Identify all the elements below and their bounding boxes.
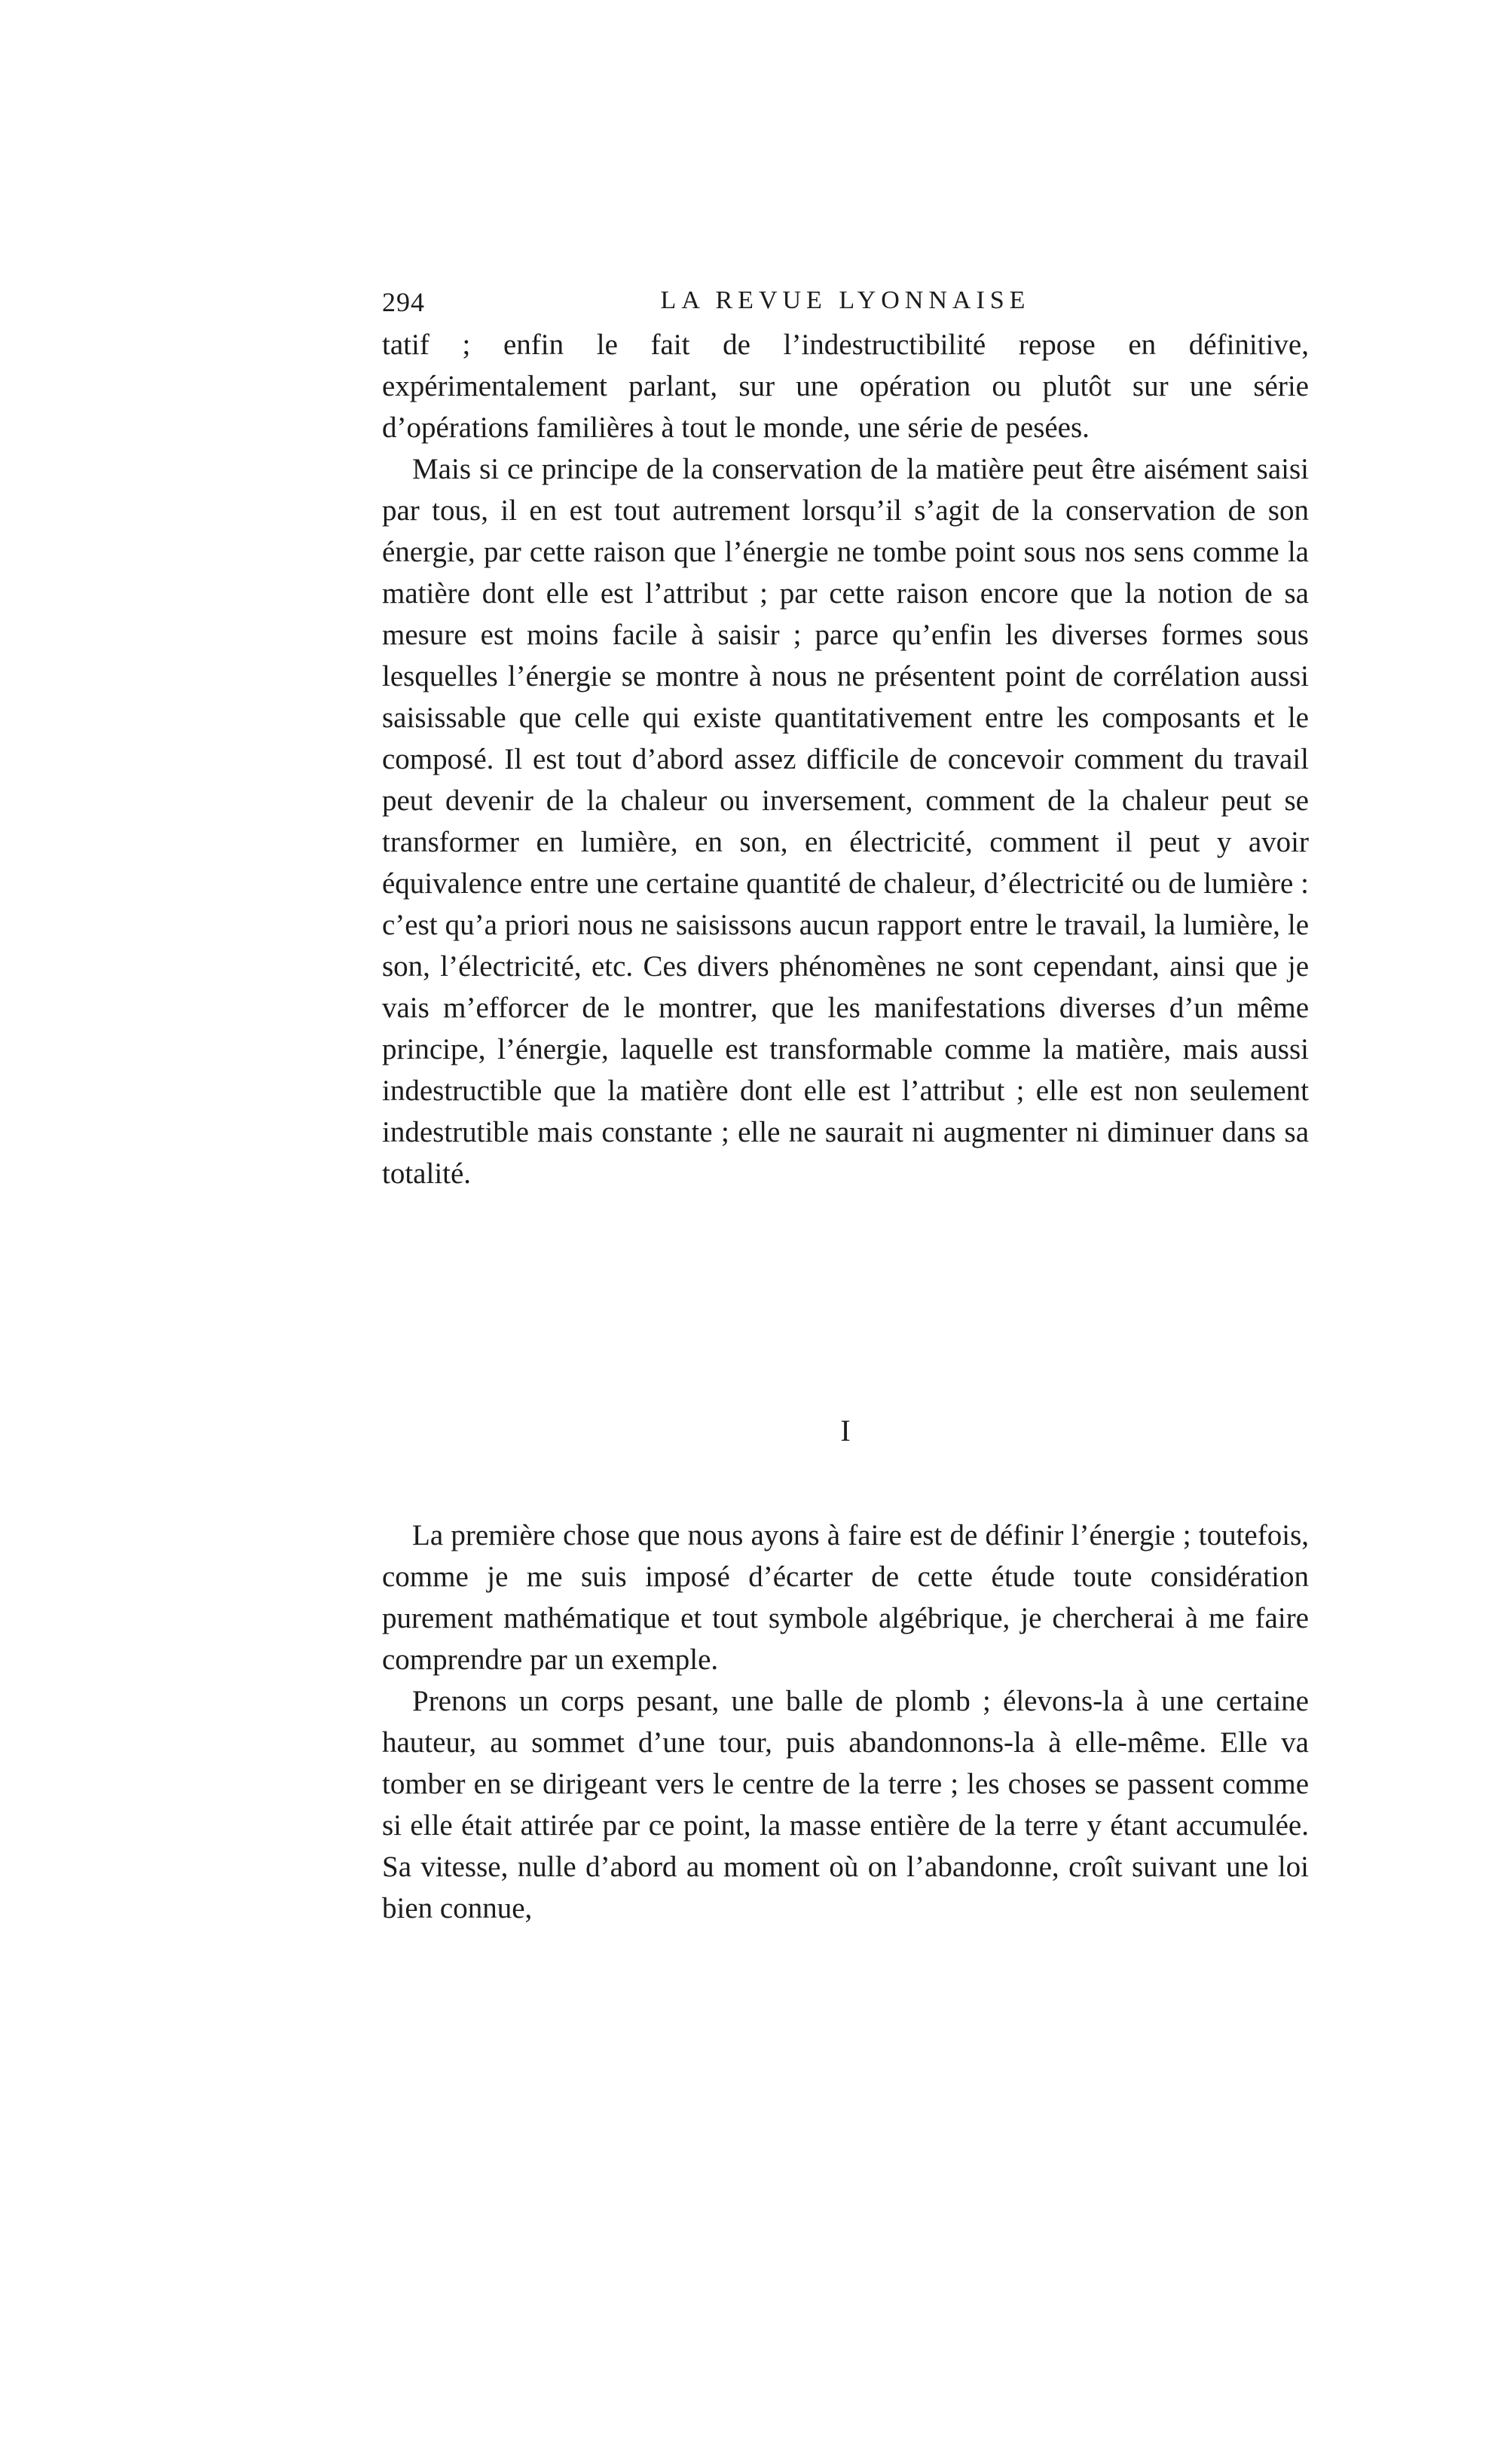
journal-title: LA REVUE LYONNAISE bbox=[660, 286, 1031, 314]
paragraph-define-energy: La première chose que nous ayons à faire est de définir l’énergie ; toutefois, comme je me suis imposé d’écarter de cette étude toute considération purement mathématique et tout symbole algébrique, je chercherai à me faire comprendre par un exemple. bbox=[382, 1519, 1309, 1676]
section-number: I bbox=[840, 1414, 851, 1448]
page-number: 294 bbox=[382, 287, 425, 317]
text-block-before-section bbox=[382, 324, 1309, 1194]
paragraph-continued: tatif ; enfin le fait de l’indestructibilité repose en définitive, expérimentalement parlant, sur une opération ou plutôt sur une série d’opérations familières à tout le monde, une série de pesées. bbox=[382, 329, 1309, 444]
running-head bbox=[382, 286, 1309, 324]
paragraph-energy-conservation: Mais si ce principe de la conservation de la matière peut être aisément saisi par tous, il en est tout autrement lorsqu’il s’agit de la conservation de son énergie, par cette raison que l’énergie ne tombe point sous nos sens comme la matière dont elle est l’attribut ; par cette raison encore que la notion de sa mesure est moins facile à saisir ; parce qu’enfin les diverses formes sous lesquelles l’énergie se montre à nous ne présentent point de corrélation aussi saisissable que celle qui existe quantitativement entre les composants et le composé. Il est tout d’abord assez difficile de concevoir comment du travail peut devenir de la chaleur ou inversement, comment de la chaleur peut se transformer en lumière, en son, en électricité, comment il peut y avoir équivalence entre une certaine quantité de chaleur, d’électricité ou de lumière : c’est qu’a priori nous ne saisissons aucun rapport entre le travail, la lumière, le son, l’électricité, etc. Ces divers phénomènes ne sont cependant, ainsi que je vais m’efforcer de le montrer, que les manifestations diverses d’un même principe, l’énergie, laquelle est transformable comme la matière, mais aussi indestructible que la matière dont elle est l’attribut ; elle est non seulement indestrutible mais constante ; elle ne saurait ni augmenter ni diminuer dans sa totalité. bbox=[382, 453, 1309, 1190]
text-block-after-section bbox=[382, 1515, 1309, 1929]
paragraph-lead-ball-example: Prenons un corps pesant, une balle de plomb ; élevons-la à une certaine hauteur, au sommet d’une tour, puis abandonnons-la à elle-même. Elle va tomber en se dirigeant vers le centre de la terre ; les choses se passent comme si elle était attirée par ce point, la masse entière de la terre y étant accumulée. Sa vitesse, nulle d’abord au moment où on l’abandonne, croît suivant une loi bien connue, bbox=[382, 1685, 1309, 1924]
